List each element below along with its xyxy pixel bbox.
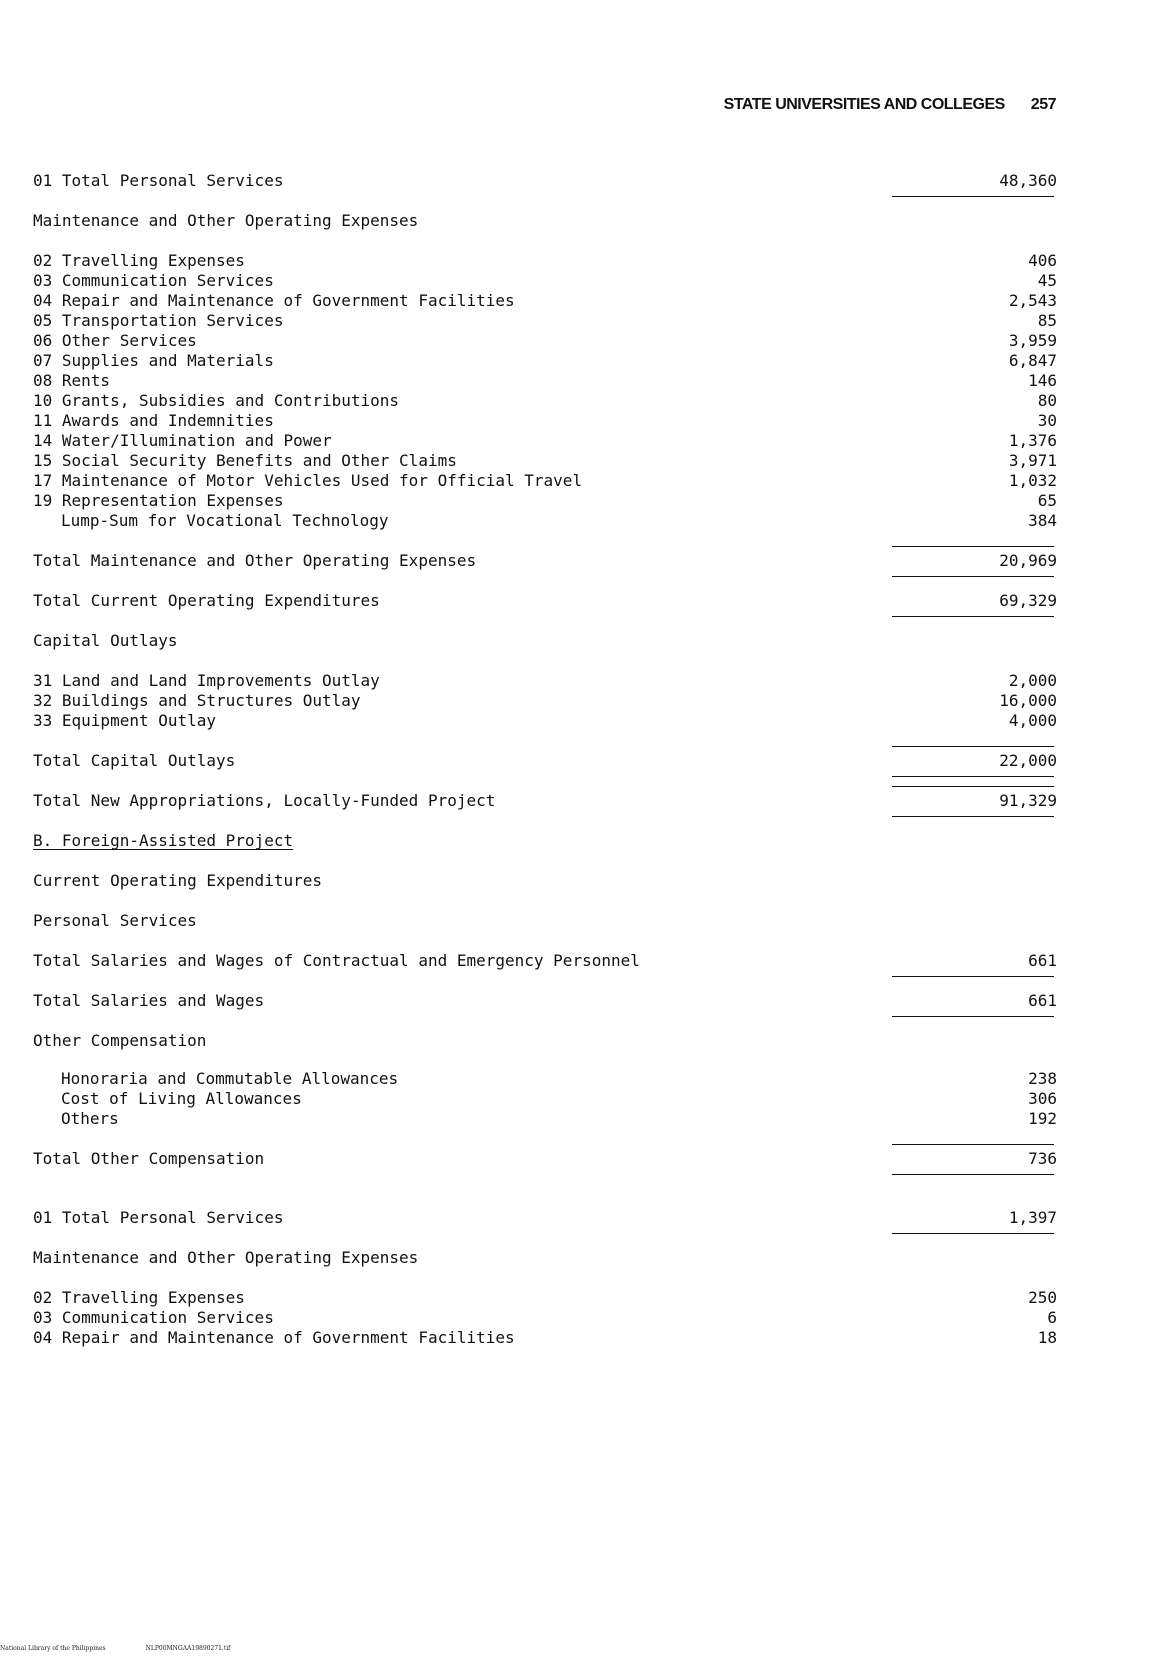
row-label: 33 Equipment Outlay [33,711,217,730]
row-amount: 20,969 [999,551,1057,570]
row-amount: 18 [1037,1328,1057,1347]
row-amount: 736 [1028,1149,1057,1168]
row-label: 05 Transportation Services [33,311,284,330]
row-label: 02 Travelling Expenses [33,1288,245,1307]
table-row [33,910,1057,931]
row-amount: 406 [1028,251,1057,270]
table-row [33,1327,1057,1348]
row-amount: 238 [1028,1069,1057,1088]
row-label: 03 Communication Services [33,1308,274,1327]
row-amount: 250 [1028,1288,1057,1307]
page-number: 257 [1030,96,1056,113]
table-row [33,1148,1057,1169]
table-row [33,550,1057,571]
row-label: 31 Land and Land Improvements Outlay [33,671,380,690]
row-amount: 80 [1037,391,1057,410]
table-row [33,250,1057,271]
table-row [33,390,1057,411]
table-row [33,290,1057,311]
row-amount: 2,000 [1008,671,1057,690]
total-rule [892,1144,1054,1145]
row-amount: 661 [1028,991,1057,1010]
row-amount: 45 [1037,271,1057,290]
row-amount: 85 [1037,311,1057,330]
total-rule [892,746,1054,747]
row-label: 32 Buildings and Structures Outlay [33,691,361,710]
row-amount: 65 [1037,491,1057,510]
total-rule [892,786,1054,787]
row-label: 03 Communication Services [33,271,274,290]
row-amount: 30 [1037,411,1057,430]
table-row [33,950,1057,971]
total-rule [892,616,1054,617]
table-row [33,510,1057,531]
total-rule [892,196,1054,197]
row-amount: 22,000 [999,751,1057,770]
table-row [33,790,1057,811]
table-row [33,490,1057,511]
row-label: Maintenance and Other Operating Expenses [33,211,419,230]
row-amount: 306 [1028,1089,1057,1108]
row-label: Cost of Living Allowances [61,1089,302,1108]
row-amount: 16,000 [999,691,1057,710]
row-amount: 384 [1028,511,1057,530]
table-row [33,1108,1057,1129]
row-label: Honoraria and Commutable Allowances [61,1069,399,1088]
table-row [33,710,1057,731]
row-label: Capital Outlays [33,631,178,650]
row-label: 19 Representation Expenses [33,491,284,510]
table-row [33,1307,1057,1328]
row-label: Others [61,1109,119,1128]
row-label: Other Compensation [33,1031,207,1050]
table-row [33,270,1057,291]
row-label: 01 Total Personal Services [33,1208,284,1227]
row-label: 06 Other Services [33,331,197,350]
table-row [33,430,1057,451]
row-label: Total Current Operating Expenditures [33,591,380,610]
table-row [33,470,1057,491]
row-amount: 192 [1028,1109,1057,1128]
total-rule [892,1174,1054,1175]
row-label: Total Capital Outlays [33,751,236,770]
table-row [33,370,1057,391]
row-label: Current Operating Expenditures [33,871,322,890]
row-label: Total Other Compensation [33,1149,265,1168]
row-amount: 661 [1028,951,1057,970]
scan-footer [0,1645,270,1652]
table-row [33,1247,1057,1268]
table-row [33,450,1057,471]
row-label: 15 Social Security Benefits and Other Claims [33,451,457,470]
table-row [33,670,1057,691]
total-rule [892,1233,1054,1234]
row-amount: 1,376 [1008,431,1057,450]
total-rule [892,776,1054,777]
table-row [33,1207,1057,1228]
table-row [33,1068,1057,1089]
row-label: 08 Rents [33,371,111,390]
table-row [33,310,1057,331]
row-amount: 146 [1028,371,1057,390]
table-row [33,830,1057,851]
row-amount: 48,360 [999,171,1057,190]
total-rule [892,976,1054,977]
row-label: Total Salaries and Wages [33,991,265,1010]
total-rule [892,816,1054,817]
row-label: Personal Services [33,911,197,930]
table-row [33,210,1057,231]
table-row [33,690,1057,711]
row-label: Maintenance and Other Operating Expenses [33,1248,419,1267]
row-label: 04 Repair and Maintenance of Government Facilities [33,1328,515,1347]
row-amount: 6 [1047,1308,1057,1327]
table-row [33,1030,1057,1051]
row-amount: 1,032 [1008,471,1057,490]
row-label: Total New Appropriations, Locally-Funded Project [33,791,496,810]
footer-library: National Library of the Philippines [0,1645,106,1652]
row-amount: 1,397 [1008,1208,1057,1227]
row-label: B. Foreign-Assisted Project [33,831,294,850]
row-label: Total Salaries and Wages of Contractual and Emergency Personnel [33,951,640,970]
table-row [33,750,1057,771]
row-amount: 3,959 [1008,331,1057,350]
table-row [33,410,1057,431]
table-row [33,990,1057,1011]
row-label: 14 Water/Illumination and Power [33,431,332,450]
table-row [33,590,1057,611]
row-label: Total Maintenance and Other Operating Expenses [33,551,477,570]
table-row [33,630,1057,651]
table-row [33,1088,1057,1109]
row-label: 10 Grants, Subsidies and Contributions [33,391,400,410]
row-label: 02 Travelling Expenses [33,251,245,270]
table-row [33,350,1057,371]
row-label: 07 Supplies and Materials [33,351,274,370]
row-amount: 3,971 [1008,451,1057,470]
row-amount: 2,543 [1008,291,1057,310]
row-label: 11 Awards and Indemnities [33,411,274,430]
row-amount: 69,329 [999,591,1057,610]
total-rule [892,576,1054,577]
table-row [33,870,1057,891]
row-label: 17 Maintenance of Motor Vehicles Used for Official Travel [33,471,583,490]
row-label: 01 Total Personal Services [33,171,284,190]
table-row [33,1287,1057,1308]
footer-file-id: NLP00MNGAA19890271.tif [145,1645,231,1652]
row-label: 04 Repair and Maintenance of Government Facilities [33,291,515,310]
table-row [33,330,1057,351]
row-label: Lump-Sum for Vocational Technology [61,511,389,530]
total-rule [892,546,1054,547]
row-amount: 4,000 [1008,711,1057,730]
row-amount: 6,847 [1008,351,1057,370]
table-row [33,170,1057,191]
row-amount: 91,329 [999,791,1057,810]
section-title: STATE UNIVERSITIES AND COLLEGES [723,96,1005,113]
total-rule [892,1016,1054,1017]
